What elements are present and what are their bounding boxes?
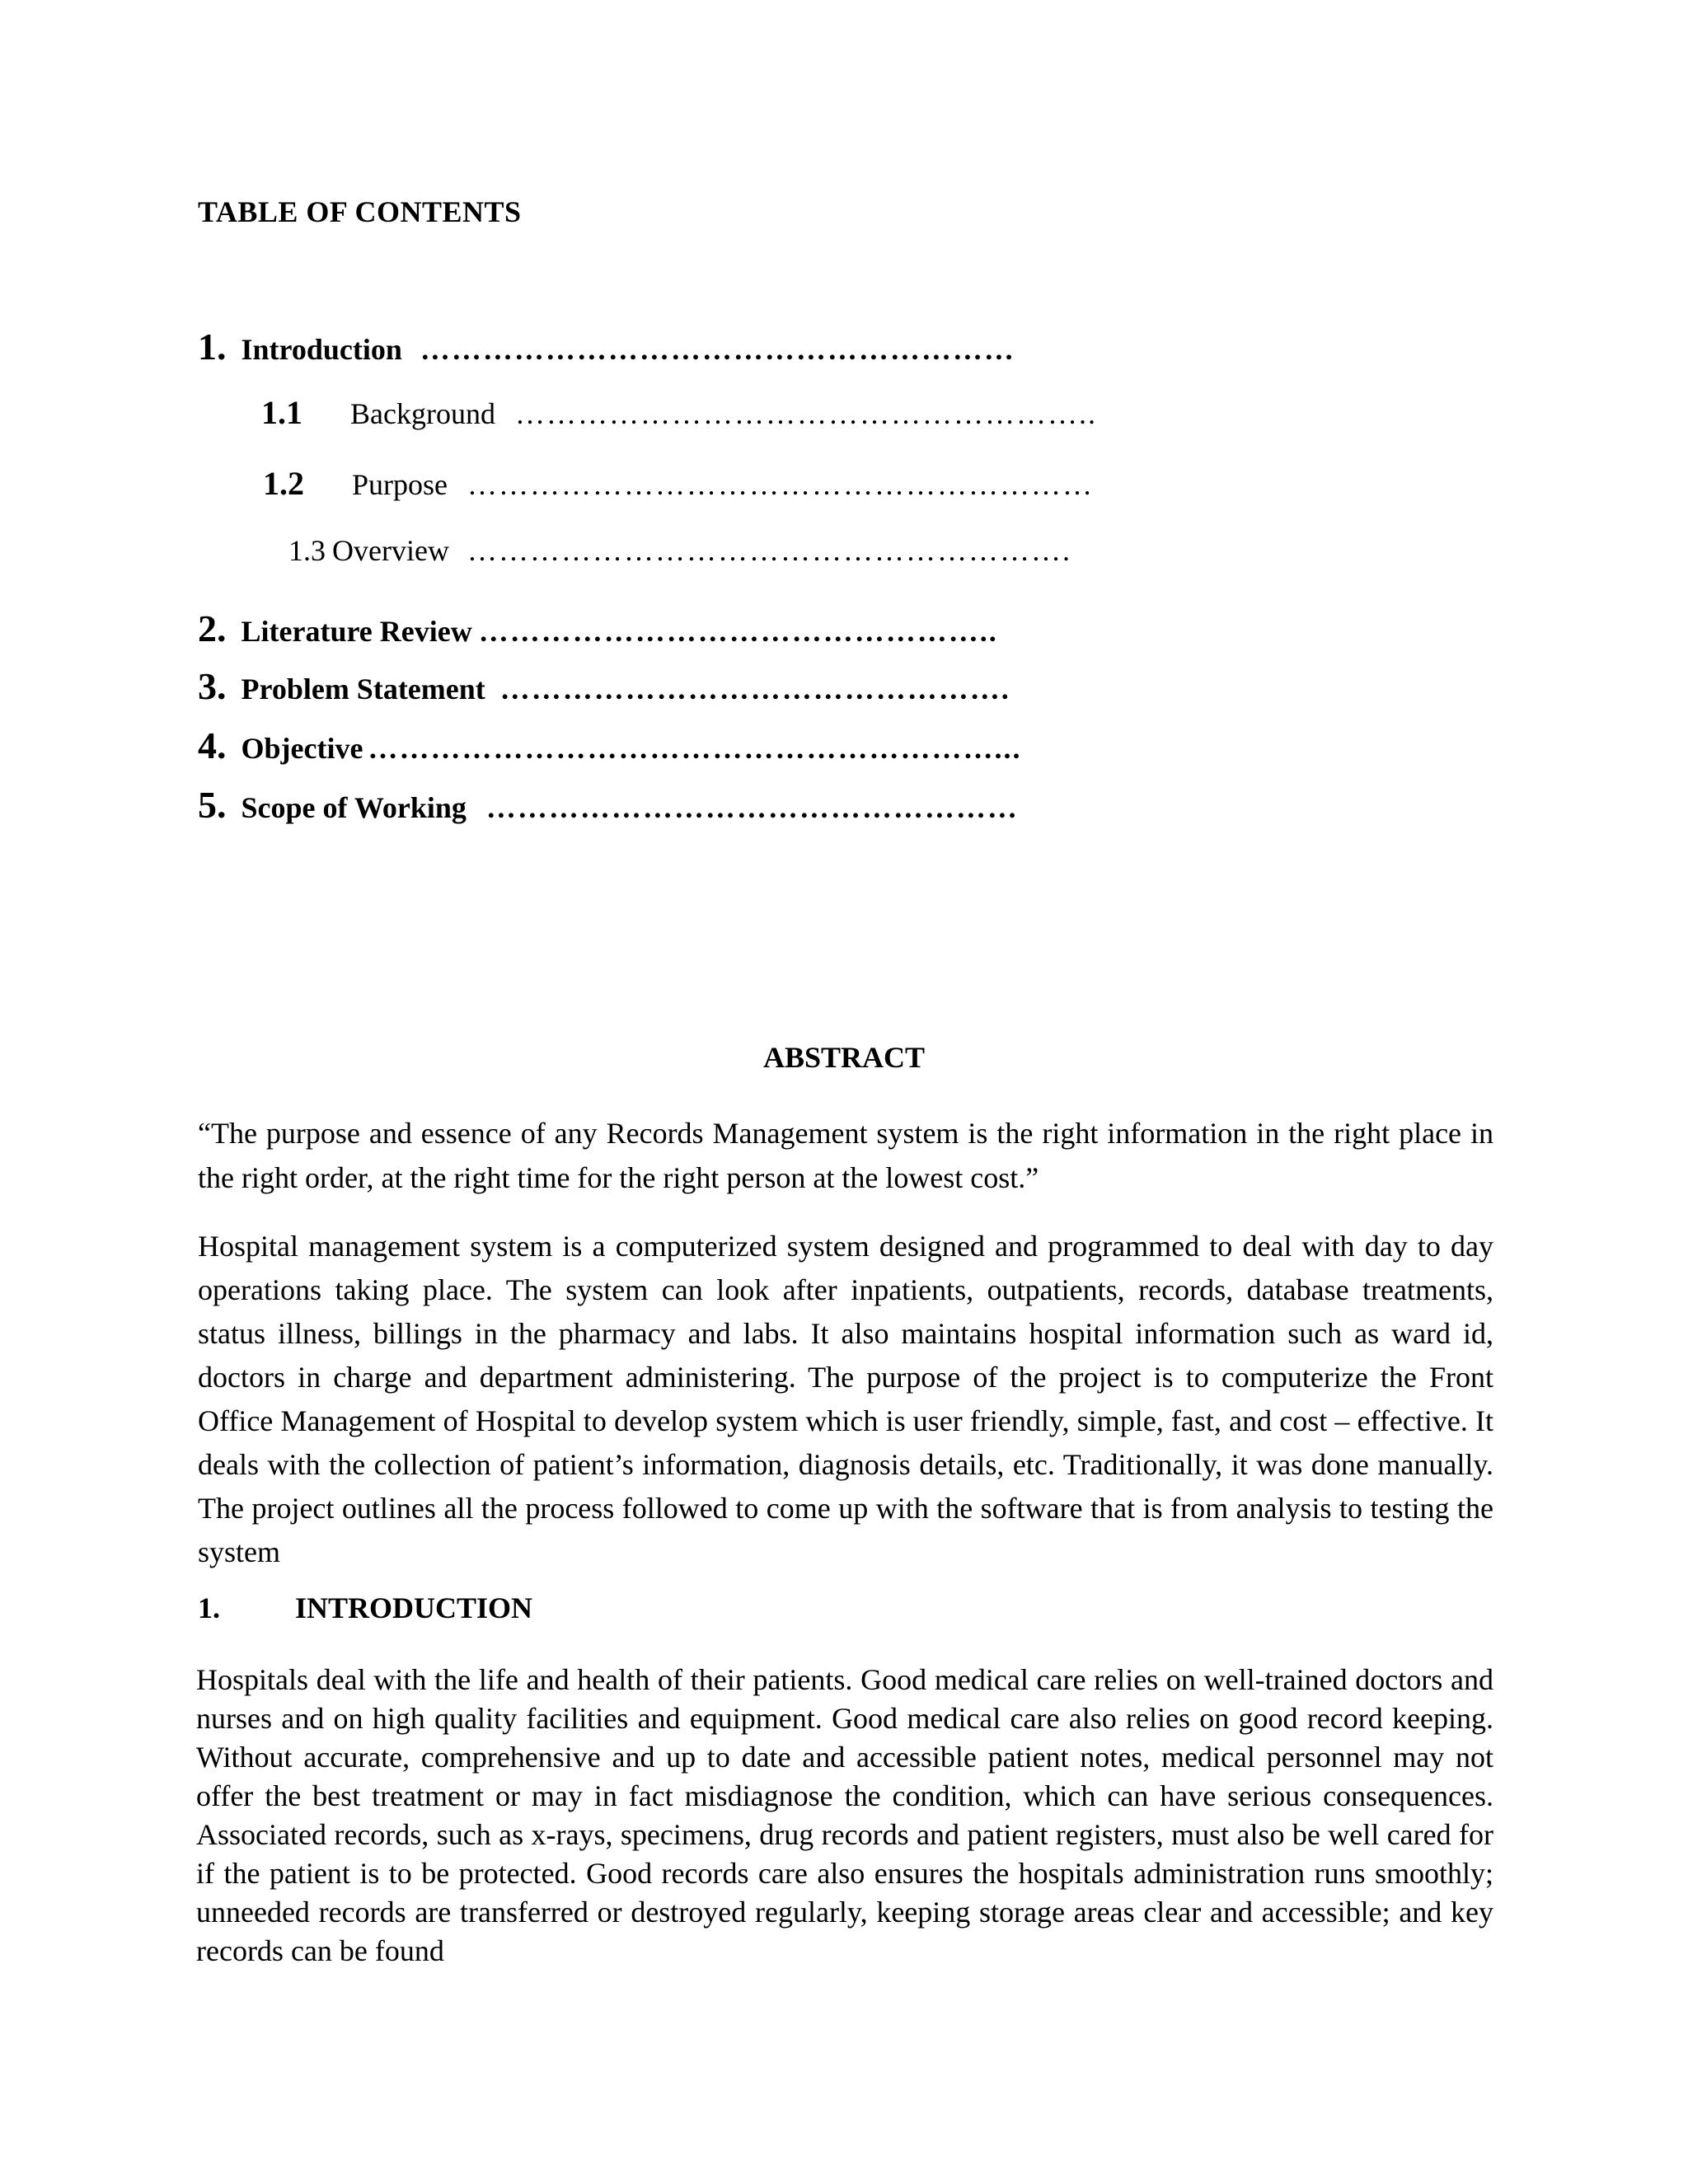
toc-item-literature-review <box>198 607 998 649</box>
toc-item-introduction <box>198 328 1015 366</box>
toc-item-number: 2. <box>198 607 227 649</box>
toc-item-number: 1.3 <box>288 534 326 567</box>
toc-item-label: Objective <box>241 732 363 765</box>
toc-leader-dots: …………………………………………………. <box>467 534 1071 567</box>
toc-item-scope-of-working <box>198 786 1019 824</box>
toc-leader-dots: …………………………………………… <box>485 791 1019 824</box>
toc-leader-dots: …………………………………………. <box>499 673 1010 705</box>
toc-item-number: 1.1 <box>261 394 302 431</box>
toc-leader-dots: …………………………………………………… <box>467 468 1094 501</box>
toc-item-label: Overview <box>332 534 449 567</box>
toc-heading: TABLE OF CONTENTS <box>198 195 522 228</box>
introduction-body: Hospitals deal with the life and health of their patients. Good medical care relies on well-trained doctors and nurses and on high quality facilities and equipment. Good medical care also relies on good record keeping. Without accurate, comprehensive and up to date and accessible patient notes, medical personnel may not offer the best treatment or may in fact misdiagnose the condition, which can have serious consequences. Associated records, such as x-rays, specimens, drug records and patient registers, must also be well cared for if the patient is to be protected. Good records care also ensures the hospitals administration runs smoothly; unneeded records are transferred or destroyed regularly, keeping storage areas clear and accessible; and key records can be found <box>196 1663 1493 1967</box>
toc-item-number: 1.2 <box>263 465 304 502</box>
introduction-heading <box>198 1591 532 1625</box>
abstract-quote: “The purpose and essence of any Records Management system is the right information in the right place in the right order, at the right time for the right person at the lowest cost.” <box>198 1117 1493 1194</box>
toc-item-label: Introduction <box>241 333 402 366</box>
introduction-number: 1. <box>198 1591 220 1624</box>
abstract-body: Hospital management system is a computerized system designed and programmed to deal with day to day operations taking place. The system can look after inpatients, outpatients, records, database treatments, status illness, billings in the pharmacy and labs. It also maintains hospital information such as ward id, doctors in charge and department administering. The purpose of the project is to computerize the Front Office Management of Hospital to develop system which is user friendly, simple, fast, and cost – effective. It deals with the collection of patient’s information, diagnosis details, etc. Traditionally, it was done manually. The project outlines all the process followed to come up with the software that is from analysis to testing the system <box>198 1230 1493 1568</box>
toc-item-label: Scope of Working <box>241 791 467 824</box>
toc-item-number: 3. <box>198 665 227 707</box>
introduction-title: INTRODUCTION <box>295 1591 533 1624</box>
toc-leader-dots: ……………………………………………….. <box>514 397 1097 430</box>
toc-item-overview <box>288 536 1071 565</box>
toc-item-background <box>261 396 1097 429</box>
toc-item-label: Purpose <box>352 468 448 501</box>
toc-item-label: Problem Statement <box>241 673 485 705</box>
toc-leader-dots: ………………………………………….. <box>478 615 998 648</box>
toc-leader-dots: ………………………………………………… <box>420 333 1015 366</box>
toc-item-number: 5. <box>198 784 227 826</box>
toc-leader-dots: ……………………………………………………... <box>368 732 1022 765</box>
toc-item-problem-statement <box>198 665 1010 707</box>
toc-item-label: Literature Review <box>241 615 472 648</box>
toc-item-objective <box>198 724 1022 766</box>
toc-item-purpose <box>263 467 1094 500</box>
toc-item-number: 1. <box>198 326 227 368</box>
toc-item-label: Background <box>350 397 495 430</box>
abstract-title: ABSTRACT <box>762 1041 926 1074</box>
toc-item-number: 4. <box>198 724 227 766</box>
